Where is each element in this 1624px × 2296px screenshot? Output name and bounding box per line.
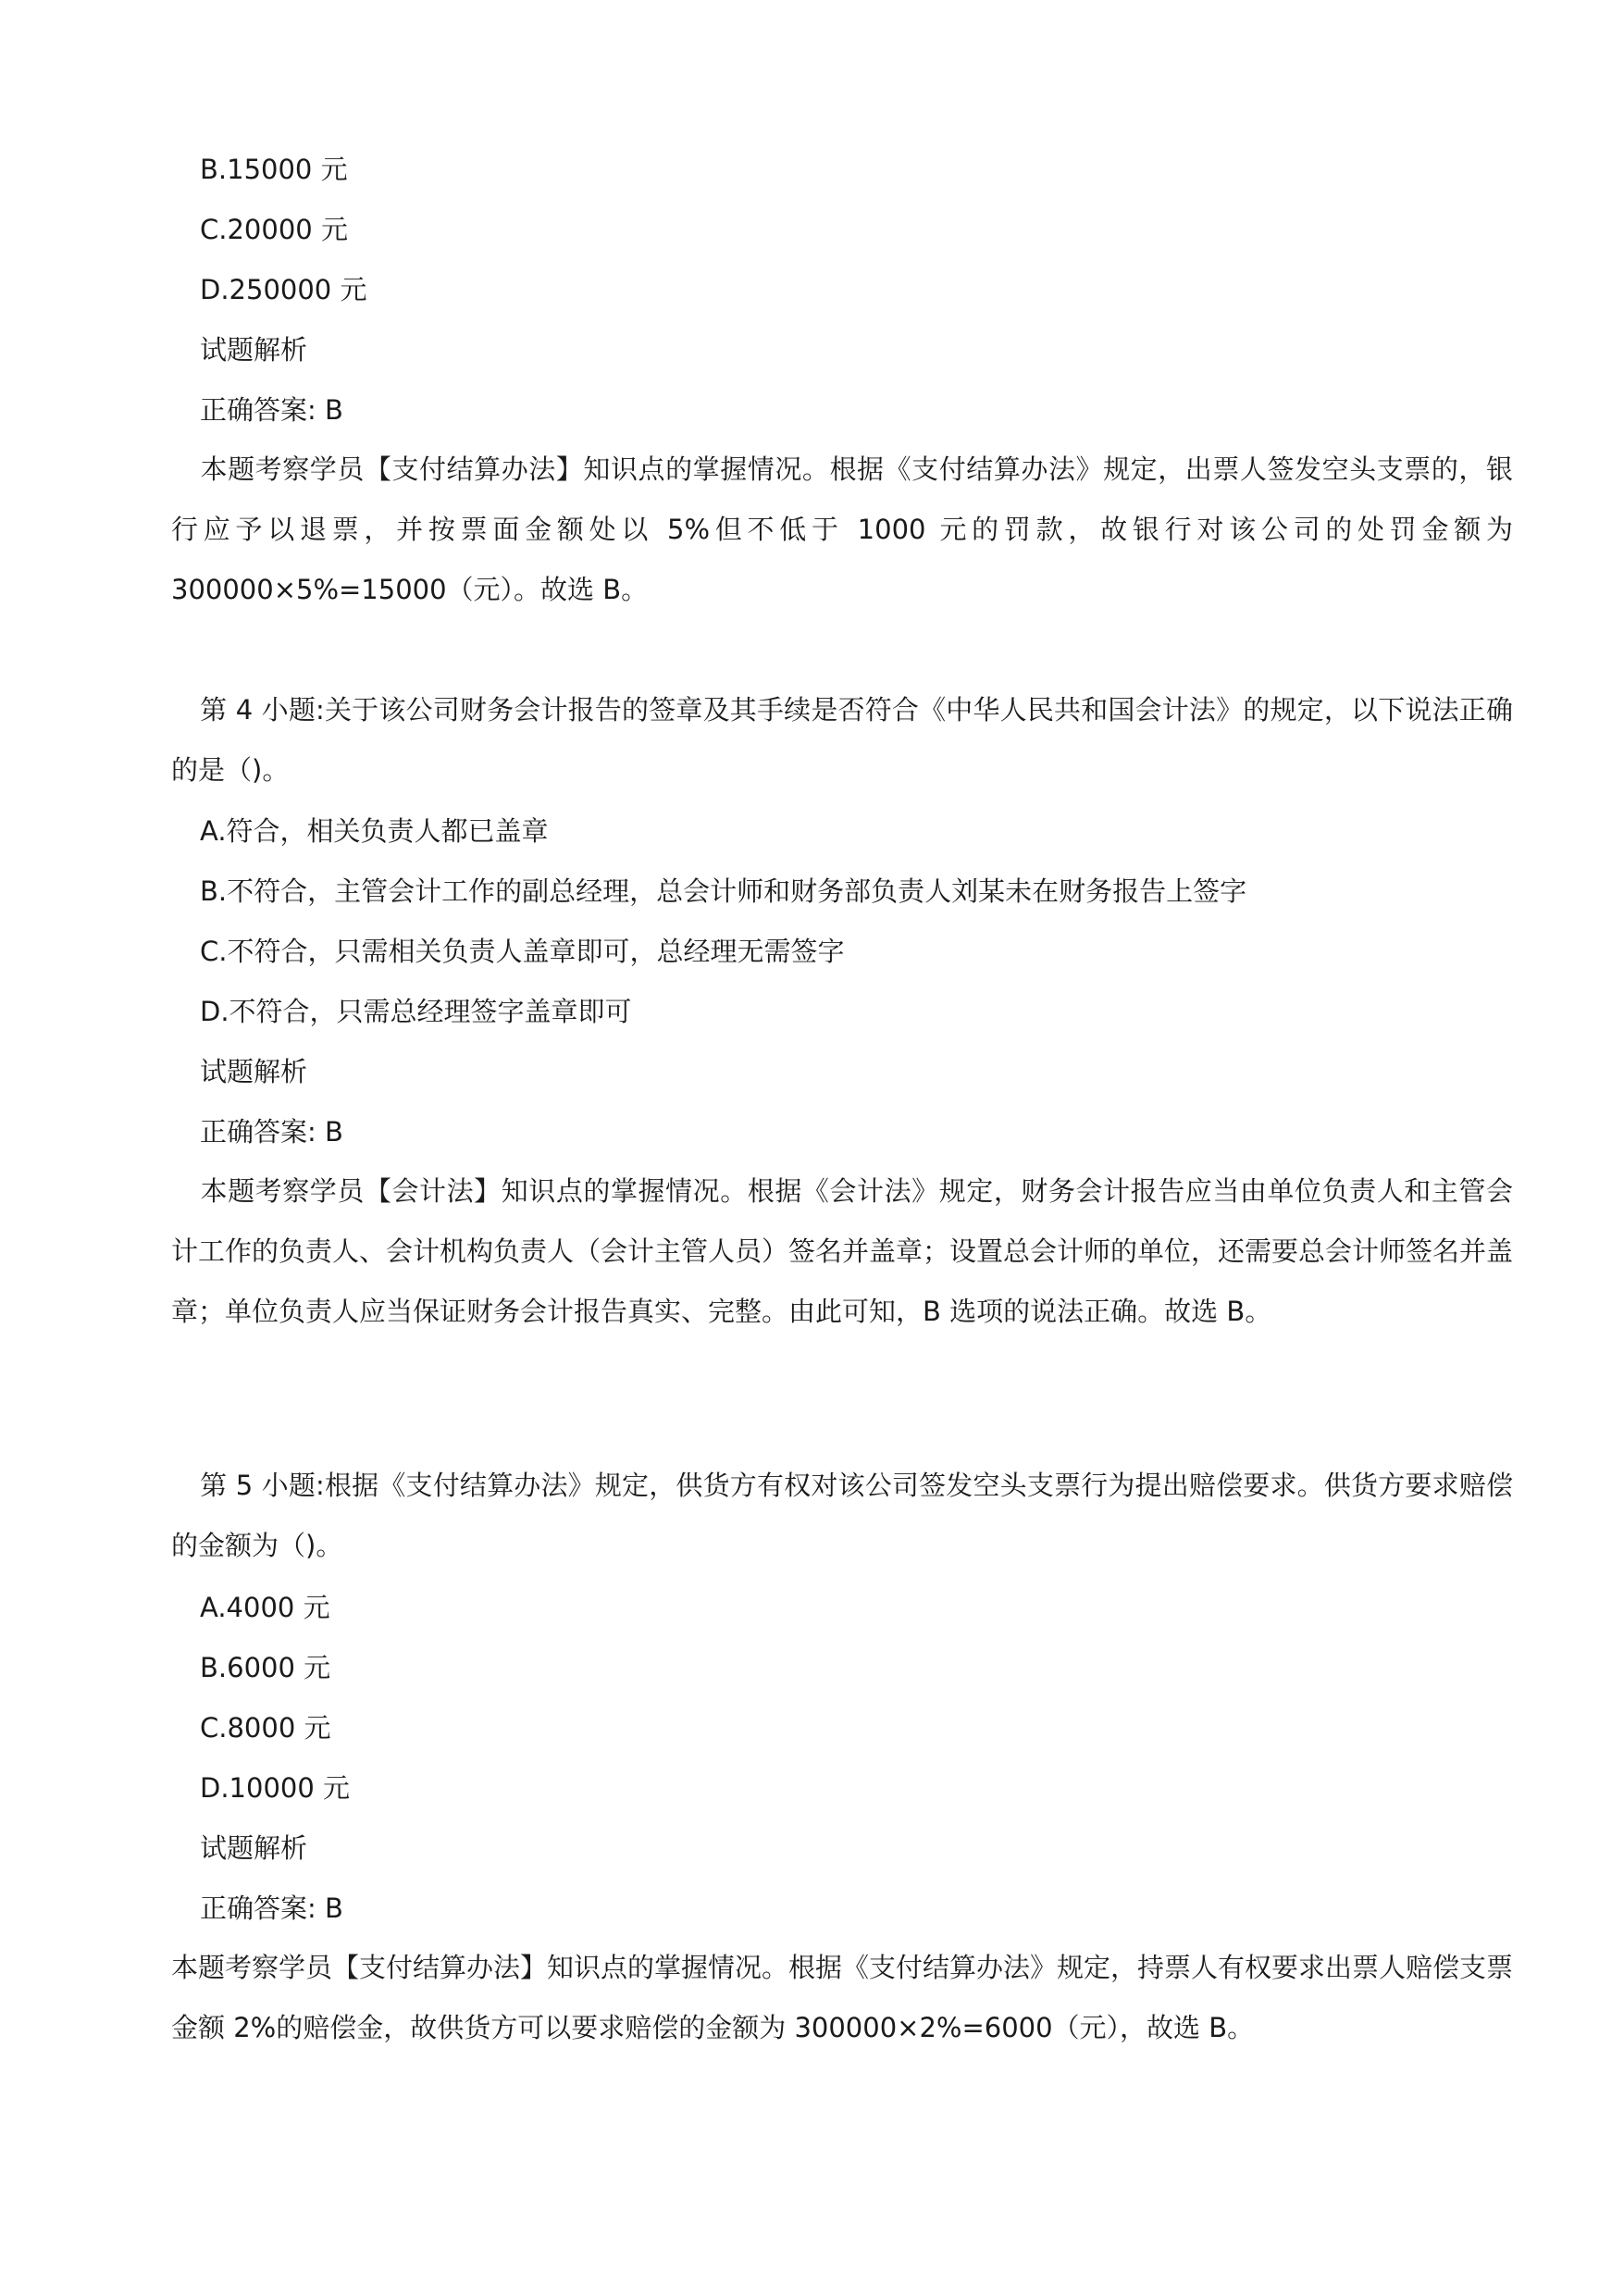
q4-option-d: D.不符合，只需总经理签字盖章即可 (200, 996, 632, 1027)
q5-option-a: A.4000 元 (200, 1592, 330, 1623)
q5-option-d: D.10000 元 (200, 1772, 351, 1804)
q3-option-b: B.15000 元 (200, 154, 348, 185)
q5-option-b: B.6000 元 (200, 1652, 331, 1683)
q5-question-text: 第 5 小题:根据《支付结算办法》规定，供货方有权对该公司签发空头支票行为提出赔偿要求。供货方要求赔偿的金额为（)。 (171, 1470, 1513, 1561)
q5-explanation: 本题考察学员【支付结算办法】知识点的掌握情况。根据《支付结算办法》规定，持票人有权要求出票人赔偿支票金额 2%的赔偿金，故供货方可以要求赔偿的金额为 300000×2%=6000（元），故选 B。 (171, 1952, 1514, 2043)
q4-explanation-text: 本题考察学员【会计法】知识点的掌握情况。根据《会计法》规定，财务会计报告应当由单位负责人和主管会计工作的负责人、会计机构负责人（会计主管人员）签名并盖章；设置总会计师的单位，还需要总会计师签名并盖章；单位负责人应当保证财务会计报告真实、完整。由此可知，B 选项的说法正确。故选 B。 (171, 1175, 1514, 1327)
q5-answer: 正确答案: B (200, 1893, 343, 1924)
q3-explanation-text: 本题考察学员【支付结算办法】知识点的掌握情况。根据《支付结算办法》规定，出票人签发空头支票的，银行应予以退票，并按票面金额处以 5%但不低于 1000 元的罚款，故银行对该公司的处罚金额为 300000×5%=15000（元）。故选 B。 (171, 453, 1513, 605)
q4-answer: 正确答案: B (200, 1116, 343, 1148)
q3-explanation (171, 440, 1513, 620)
q3-answer: 正确答案: B (200, 394, 343, 426)
q4-question-text: 第 4 小题:关于该公司财务会计报告的签章及其手续是否符合《中华人民共和国会计法》的规定，以下说法正确的是（)。 (171, 694, 1513, 786)
q5-option-c: C.8000 元 (200, 1712, 331, 1744)
q3-analysis-label: 试题解析 (200, 334, 308, 366)
q5-analysis-label: 试题解析 (200, 1832, 308, 1864)
q4-explanation (171, 1161, 1513, 1342)
q4-option-a: A.符合，相关负责人都已盖章 (200, 815, 549, 847)
q5-question (171, 1456, 1513, 1576)
q3-option-c: C.20000 元 (200, 214, 348, 245)
q4-question (171, 680, 1513, 800)
q4-option-b: B.不符合，主管会计工作的副总经理，总会计师和财务部负责人刘某未在财务报告上签字 (200, 875, 1247, 907)
q4-analysis-label: 试题解析 (200, 1056, 308, 1087)
q3-option-d: D.250000 元 (200, 274, 367, 305)
q4-option-c: C.不符合，只需相关负责人盖章即可，总经理无需签字 (200, 936, 845, 967)
